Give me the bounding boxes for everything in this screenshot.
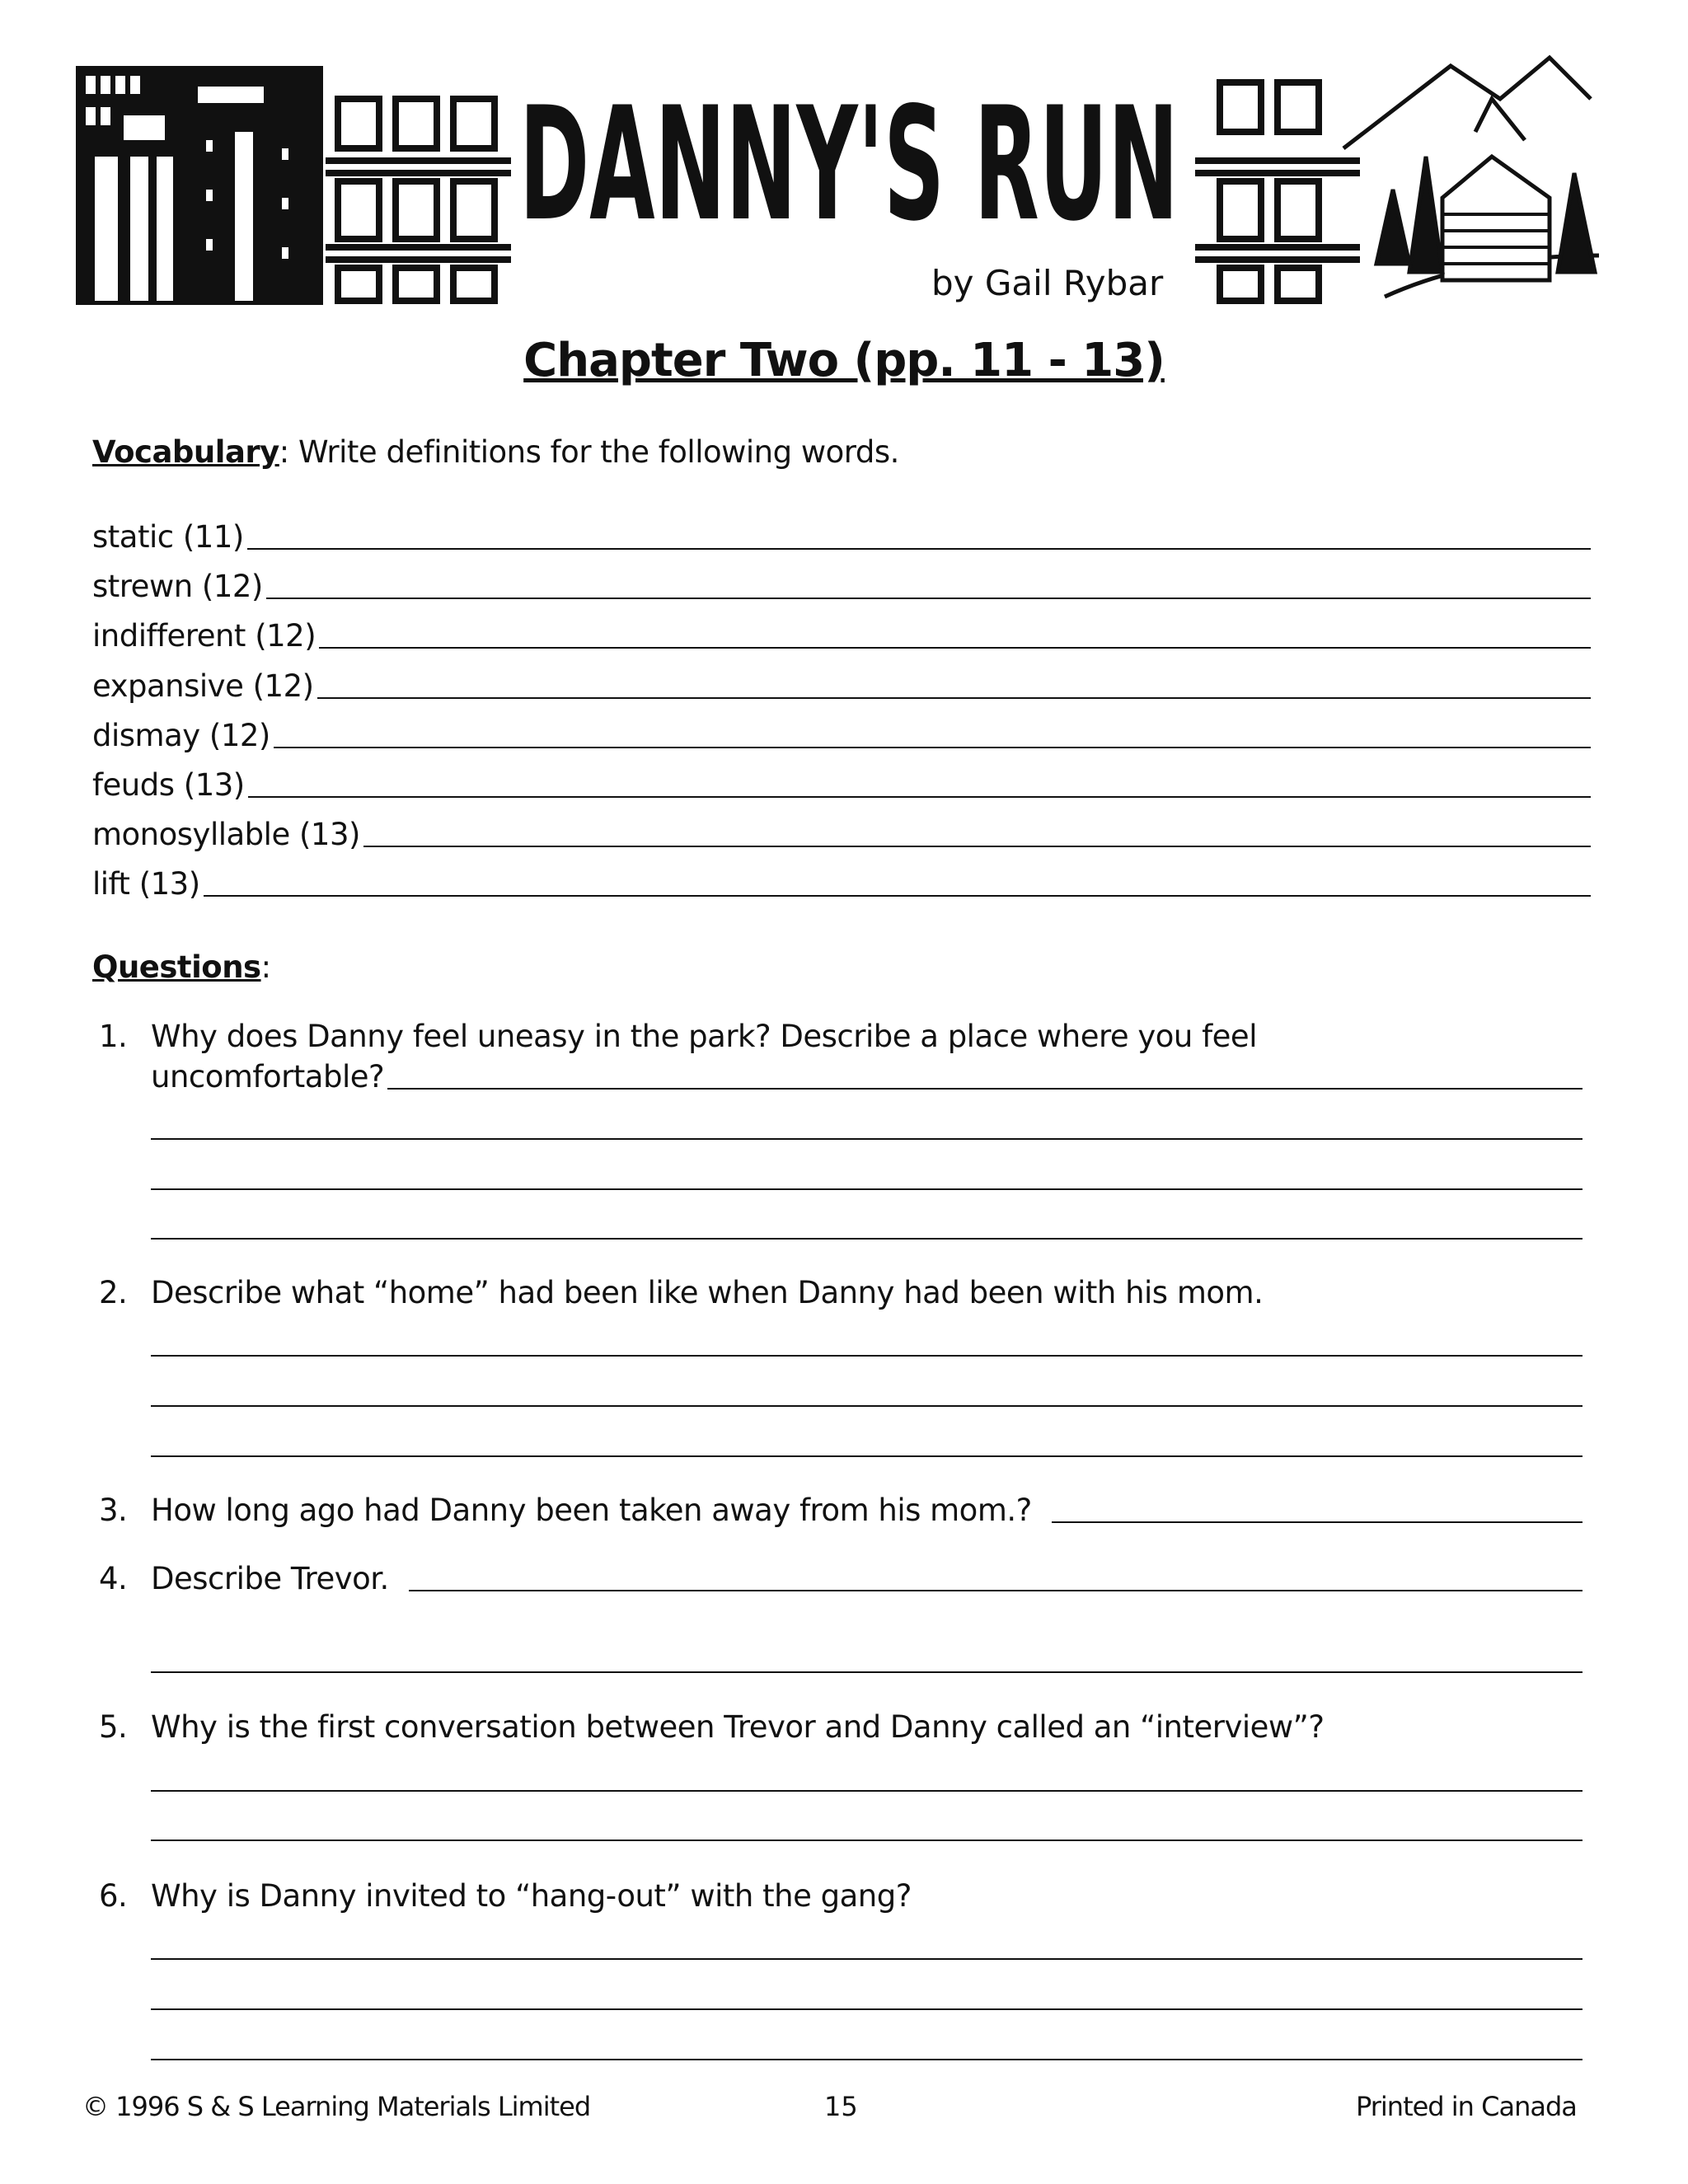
definition-line[interactable] — [248, 796, 1591, 798]
vocab-word: strewn (12) — [92, 569, 263, 605]
definition-line[interactable] — [204, 895, 1591, 897]
definition-line[interactable] — [317, 697, 1591, 699]
definition-line[interactable] — [363, 846, 1591, 847]
vocab-row — [92, 817, 1591, 852]
banner-title: DANNY'S RUN — [519, 73, 1179, 255]
questions-colon: : — [260, 949, 271, 985]
answer-line[interactable] — [151, 2059, 1582, 2060]
vocabulary-label: Vocabulary — [92, 434, 279, 470]
answer-line[interactable] — [151, 1958, 1582, 1960]
question-text: How long ago had Danny been taken away from his mom.? — [151, 1493, 1032, 1528]
vocab-word: monosyllable (13) — [92, 817, 360, 853]
vocab-word: feuds (13) — [92, 767, 245, 803]
question-text: Why is Danny invited to “hang-out” with the gang? — [151, 1878, 912, 1914]
vocab-word: dismay (12) — [92, 717, 270, 753]
question-number: 6. — [99, 1878, 128, 1914]
vocab-row — [92, 569, 1591, 604]
answer-line[interactable] — [151, 2008, 1582, 2010]
footer-page-number: 15 — [824, 2091, 858, 2122]
question-text: Why does Danny feel uneasy in the park? Describe a place where you feel — [151, 1019, 1257, 1054]
question-text-cont: uncomfortable? — [151, 1059, 385, 1094]
definition-line[interactable] — [319, 647, 1591, 649]
answer-line[interactable] — [151, 1355, 1582, 1357]
answer-line[interactable] — [151, 1138, 1582, 1140]
vocabulary-instruction: : Write definitions for the following words. — [279, 434, 899, 470]
answer-line[interactable] — [151, 1455, 1582, 1457]
vocabulary-heading — [92, 434, 899, 470]
footer-copyright: © 1996 S & S Learning Materials Limited — [82, 2091, 591, 2122]
vocab-word: static (11) — [92, 519, 244, 555]
question-text: Why is the first conversation between Trevor and Danny called an “interview”? — [151, 1709, 1325, 1745]
answer-line[interactable] — [1052, 1521, 1582, 1523]
answer-line[interactable] — [151, 1671, 1582, 1673]
banner-author: by Gail Rybar — [931, 263, 1164, 303]
answer-line[interactable] — [151, 1188, 1582, 1190]
chapter-title: Chapter Two (pp. 11 - 13) — [523, 334, 1165, 387]
definition-line[interactable] — [274, 747, 1591, 748]
answer-line[interactable] — [151, 1840, 1582, 1841]
footer-printed: Printed in Canada — [1356, 2091, 1577, 2122]
cabin-mountain-illustration — [1343, 58, 1599, 297]
vocab-row — [92, 718, 1591, 753]
vocab-word: expansive (12) — [92, 668, 314, 704]
definition-line[interactable] — [266, 598, 1591, 599]
question-number: 2. — [99, 1275, 128, 1310]
question-text: Describe Trevor. — [151, 1561, 389, 1596]
question-number: 1. — [99, 1019, 128, 1054]
vocab-word: lift (13) — [92, 866, 200, 902]
vocab-row — [92, 866, 1591, 902]
question-number: 3. — [99, 1493, 128, 1528]
question-number: 5. — [99, 1709, 128, 1745]
answer-line[interactable] — [151, 1790, 1582, 1792]
title-banner — [74, 49, 1607, 305]
vocab-row — [92, 519, 1591, 555]
questions-label: Questions — [92, 949, 261, 985]
vocab-word: indifferent (12) — [92, 618, 316, 654]
vocab-row — [92, 668, 1591, 704]
answer-row — [151, 1059, 1582, 1094]
answer-line[interactable] — [151, 1405, 1582, 1407]
vocab-row — [92, 618, 1591, 654]
definition-line[interactable] — [247, 548, 1591, 550]
answer-line[interactable] — [409, 1590, 1582, 1591]
vocab-row — [92, 767, 1591, 803]
answer-line[interactable] — [151, 1238, 1582, 1240]
answer-line[interactable] — [387, 1088, 1582, 1090]
answer-row — [151, 1493, 1582, 1528]
city-building-illustration — [76, 66, 323, 305]
question-number: 4. — [99, 1561, 128, 1596]
question-text: Describe what “home” had been like when Danny had been with his mom. — [151, 1275, 1264, 1310]
questions-heading — [92, 949, 271, 985]
answer-row — [151, 1561, 1582, 1596]
